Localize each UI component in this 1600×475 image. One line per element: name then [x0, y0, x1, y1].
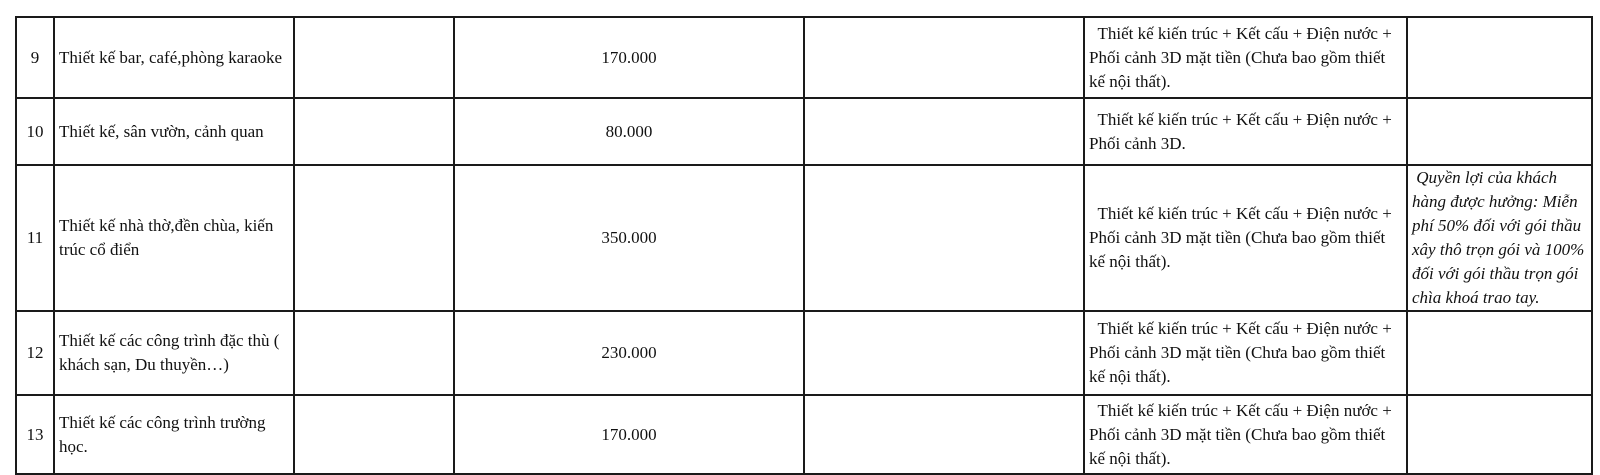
- design-scope: Thiết kế kiến trúc + Kết cấu + Điện nước + Phối cảnh 3D mặt tiền (Chưa bao gồm thiết kế nội thất).: [1084, 311, 1407, 395]
- table-row: [16, 165, 1592, 311]
- customer-benefit-note: [1407, 311, 1592, 395]
- price-table: [15, 16, 1593, 475]
- design-scope: Thiết kế kiến trúc + Kết cấu + Điện nước + Phối cảnh 3D mặt tiền (Chưa bao gồm thiết kế nội thất).: [1084, 165, 1407, 311]
- empty-cell: [294, 165, 454, 311]
- empty-cell: [804, 311, 1084, 395]
- table-row: [16, 17, 1592, 98]
- customer-benefit-note: [1407, 17, 1592, 98]
- design-scope: Thiết kế kiến trúc + Kết cấu + Điện nước + Phối cảnh 3D.: [1084, 98, 1407, 165]
- customer-benefit-note: [1407, 395, 1592, 474]
- unit-price: 80.000: [454, 98, 804, 165]
- empty-cell: [294, 17, 454, 98]
- row-number: 12: [16, 311, 54, 395]
- customer-benefit-note: Quyền lợi của khách hàng được hưởng: Miễn phí 50% đối với gói thầu xây thô trọn gói và 100% đối với gói thầu trọn gói chìa khoá trao tay.: [1407, 165, 1592, 311]
- empty-cell: [804, 165, 1084, 311]
- empty-cell: [294, 311, 454, 395]
- empty-cell: [294, 98, 454, 165]
- unit-price: 170.000: [454, 395, 804, 474]
- unit-price: 170.000: [454, 17, 804, 98]
- table-row: [16, 311, 1592, 395]
- empty-cell: [804, 17, 1084, 98]
- row-number: 9: [16, 17, 54, 98]
- design-type: Thiết kế các công trình đặc thù ( khách sạn, Du thuyền…): [54, 311, 294, 395]
- design-type: Thiết kế, sân vườn, cảnh quan: [54, 98, 294, 165]
- table-row: [16, 395, 1592, 474]
- table-row: [16, 98, 1592, 165]
- empty-cell: [804, 395, 1084, 474]
- design-scope: Thiết kế kiến trúc + Kết cấu + Điện nước + Phối cảnh 3D mặt tiền (Chưa bao gồm thiết kế nội thất).: [1084, 17, 1407, 98]
- design-scope: Thiết kế kiến trúc + Kết cấu + Điện nước + Phối cảnh 3D mặt tiền (Chưa bao gồm thiết kế nội thất).: [1084, 395, 1407, 474]
- design-type: Thiết kế bar, café,phòng karaoke: [54, 17, 294, 98]
- design-type: Thiết kế nhà thờ,đền chùa, kiến trúc cổ điển: [54, 165, 294, 311]
- unit-price: 350.000: [454, 165, 804, 311]
- row-number: 13: [16, 395, 54, 474]
- empty-cell: [804, 98, 1084, 165]
- customer-benefit-note: [1407, 98, 1592, 165]
- unit-price: 230.000: [454, 311, 804, 395]
- design-type: Thiết kế các công trình trường học.: [54, 395, 294, 474]
- row-number: 10: [16, 98, 54, 165]
- row-number: 11: [16, 165, 54, 311]
- empty-cell: [294, 395, 454, 474]
